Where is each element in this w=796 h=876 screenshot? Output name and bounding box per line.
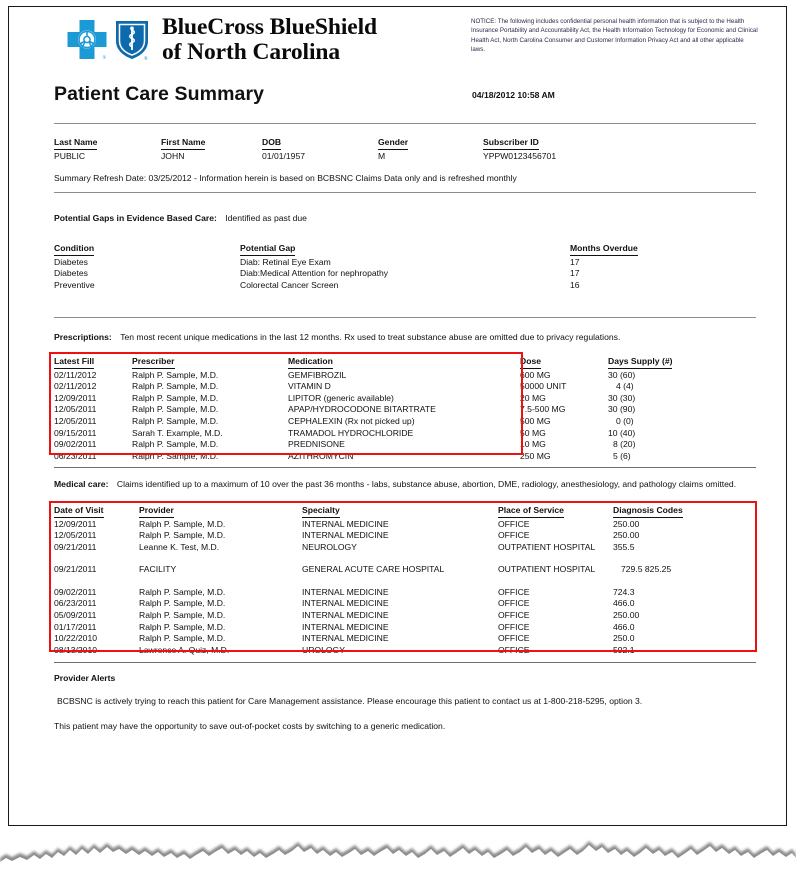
rx-prescriber: Ralph P. Sample, M.D.: [132, 381, 219, 392]
prescriptions-section-label: Prescriptions:: [54, 331, 112, 342]
table-row: [54, 542, 683, 554]
visit-specialty: INTERNAL MEDICINE: [302, 598, 389, 609]
medical-care-header-row: [54, 505, 683, 519]
visit-header-date: Date of Visit: [54, 505, 104, 518]
rx-header-dose: Dose: [520, 356, 541, 369]
gaps-section: [9, 193, 786, 292]
table-row: [54, 404, 672, 416]
patient-header-row: [54, 137, 556, 151]
rx-header-days-supply: Days Supply (#): [608, 356, 672, 369]
prescriptions-heading: [54, 330, 744, 345]
visit-date: 09/21/2011: [54, 564, 97, 575]
visit-provider: Leanne K. Test, M.D.: [139, 541, 220, 552]
rx-days-supply: 30 (60): [608, 369, 636, 380]
visit-diagnosis-codes: 355.5: [613, 541, 635, 552]
rx-prescriber: Ralph P. Sample, M.D.: [132, 416, 219, 427]
patient-header-gender: Gender: [378, 137, 408, 150]
table-row: [54, 416, 672, 428]
provider-alerts-title: Provider Alerts: [54, 673, 116, 684]
rx-dose: 50000 UNIT: [520, 381, 567, 392]
patient-header-subscriber-id: Subscriber ID: [483, 137, 539, 150]
visit-diagnosis-codes: 729.5 825.25: [621, 564, 672, 575]
brand-line-2: of North Carolina: [162, 39, 341, 66]
visit-specialty: INTERNAL MEDICINE: [302, 518, 389, 529]
patient-header-dob: DOB: [262, 137, 281, 150]
table-row: [54, 610, 683, 622]
visit-place-of-service: OFFICE: [498, 633, 530, 644]
table-row: [54, 393, 672, 405]
visit-date: 12/09/2011: [54, 518, 97, 529]
gaps-heading: [54, 211, 756, 226]
rx-medication: VITAMIN D: [288, 381, 331, 392]
patient-first-name: JOHN: [161, 150, 185, 161]
visit-date: 08/13/2010: [54, 644, 98, 655]
visit-date: 06/23/2011: [54, 598, 97, 609]
generated-timestamp: 04/18/2012 10:58 AM: [472, 90, 555, 100]
visit-specialty: INTERNAL MEDICINE: [302, 610, 389, 621]
table-row: [54, 519, 683, 531]
rx-medication: TRAMADOL HYDROCHLORIDE: [288, 427, 414, 438]
table-row: [54, 428, 672, 440]
patient-dob: 01/01/1957: [262, 150, 306, 161]
gap-description: Diab:Medical Attention for nephropathy: [240, 268, 389, 279]
rx-dose: 20 MG: [520, 392, 546, 403]
document-header: [9, 7, 786, 79]
rx-medication: AZITHROMYCIN: [288, 450, 354, 461]
gaps-header-potential-gap: Potential Gap: [240, 243, 295, 256]
visit-place-of-service: OFFICE: [498, 621, 530, 632]
visit-header-diagnosis-codes: Diagnosis Codes: [613, 505, 683, 518]
visit-place-of-service: OFFICE: [498, 586, 530, 597]
medical-care-section-note: Claims identified up to a maximum of 10 over the past 36 months - labs, substance abuse, abortion, DME, radiology, anesthesiology, and pathology claims omitted.: [116, 479, 737, 490]
visit-place-of-service: OUTPATIENT HOSPITAL: [498, 541, 596, 552]
prescriptions-table: [54, 356, 672, 462]
table-row: [54, 280, 638, 292]
rx-latest-fill: 02/11/2012: [54, 381, 97, 392]
visit-provider: Ralph P. Sample, M.D.: [139, 633, 226, 644]
svg-text:®: ®: [102, 56, 107, 62]
bcbsnc-logo: [66, 15, 377, 66]
rx-prescriber: Ralph P. Sample, M.D.: [132, 439, 219, 450]
visit-diagnosis-codes: 250.0: [613, 633, 635, 644]
rx-days-supply: 10 (40): [608, 427, 636, 438]
patient-value-row: [54, 151, 556, 163]
title-row: [9, 83, 786, 119]
table-row: [54, 370, 672, 382]
gaps-header-condition: Condition: [54, 243, 94, 256]
visit-place-of-service: OFFICE: [498, 530, 530, 541]
visit-provider: Ralph P. Sample, M.D.: [139, 586, 226, 597]
rx-latest-fill: 12/05/2011: [54, 404, 97, 415]
rx-medication: APAP/HYDROCODONE BITARTRATE: [288, 404, 436, 415]
blue-shield-icon: [113, 18, 151, 62]
visit-specialty: INTERNAL MEDICINE: [302, 586, 389, 597]
visit-date: 01/17/2011: [54, 621, 97, 632]
rx-header-prescriber: Prescriber: [132, 356, 175, 369]
rx-latest-fill: 09/15/2011: [54, 427, 97, 438]
table-row: [54, 381, 672, 393]
rx-prescriber: Ralph P. Sample, M.D.: [132, 404, 219, 415]
rx-medication: CEPHALEXIN (Rx not picked up): [288, 416, 415, 427]
torn-paper-edge: [0, 824, 796, 876]
gap-condition: Preventive: [54, 279, 95, 290]
visit-header-place-of-service: Place of Service: [498, 505, 564, 518]
rx-days-supply: 4 (4): [616, 381, 634, 392]
visit-header-provider: Provider: [139, 505, 174, 518]
rx-medication: PREDNISONE: [288, 439, 345, 450]
rx-dose: 250 MG: [520, 450, 551, 461]
provider-alert-generic-savings: This patient may have the opportunity to save out-of-pocket costs by switching to a generic medication.: [54, 721, 446, 732]
blue-cross-icon: [66, 19, 108, 61]
gap-months-overdue: 17: [570, 256, 580, 267]
table-row: [54, 451, 672, 463]
rx-dose: 10 MG: [520, 439, 546, 450]
medical-care-table-wrap: [54, 505, 756, 657]
gap-months-overdue: 17: [570, 268, 580, 279]
table-row: [54, 257, 638, 269]
patient-gender: M: [378, 150, 386, 161]
visit-place-of-service: OFFICE: [498, 518, 530, 529]
visit-place-of-service: OFFICE: [498, 644, 530, 655]
rx-header-latest-fill: Latest Fill: [54, 356, 94, 369]
visit-specialty: INTERNAL MEDICINE: [302, 633, 389, 644]
visit-diagnosis-codes: 592.1: [613, 644, 635, 655]
rx-dose: 7.5-500 MG: [520, 404, 566, 415]
privacy-notice-text: NOTICE: The following includes confidential personal health information that is subject to the Health Insurance Portability and Accountability Act, the Health Information Technology for Economic and Clinical Health Act, North Carolina Consumer and Customer Information Privacy Act and all other applicable laws.: [471, 18, 758, 53]
visit-provider: Ralph P. Sample, M.D.: [139, 530, 226, 541]
visit-diagnosis-codes: 466.0: [613, 598, 635, 609]
gap-months-overdue: 16: [570, 279, 580, 290]
patient-last-name: PUBLIC: [54, 150, 86, 161]
rx-prescriber: Sarah T. Example, M.D.: [132, 427, 223, 438]
rx-medication: LIPITOR (generic available): [288, 392, 394, 403]
visit-provider: Lawrence A. Quiz, M.D.: [139, 644, 230, 655]
patient-info-section: [9, 124, 786, 186]
gaps-section-sub: Identified as past due: [225, 212, 307, 223]
visit-provider: Ralph P. Sample, M.D.: [139, 621, 226, 632]
brand-line-1: BlueCross BlueShield: [162, 14, 377, 40]
gap-description: Colorectal Cancer Screen: [240, 279, 339, 290]
visit-specialty: NEUROLOGY: [302, 541, 357, 552]
rx-latest-fill: 06/23/2011: [54, 450, 97, 461]
rx-days-supply: 30 (90): [608, 404, 636, 415]
medical-care-section: [9, 468, 786, 656]
prescriptions-table-wrap: [54, 356, 756, 462]
visit-date: 09/21/2011: [54, 541, 97, 552]
provider-alert-care-management: BCBSNC is actively trying to reach this patient for Care Management assistance. Please encourage this patient to contact us at 1-800-218-5295, option 3.: [57, 695, 643, 706]
gaps-header-months-overdue: Months Overdue: [570, 243, 638, 256]
visit-diagnosis-codes: 466.0: [613, 621, 635, 632]
gaps-header-row: [54, 243, 638, 257]
table-row: [54, 645, 683, 657]
rx-latest-fill: 02/11/2012: [54, 369, 97, 380]
rx-dose: 500 MG: [520, 416, 551, 427]
rx-days-supply: 0 (0): [616, 416, 634, 427]
rx-latest-fill: 12/09/2011: [54, 392, 97, 403]
visit-specialty: INTERNAL MEDICINE: [302, 530, 389, 541]
prescriptions-section: [9, 318, 786, 463]
visit-place-of-service: OFFICE: [498, 610, 530, 621]
document-sheet: [9, 7, 786, 825]
rx-days-supply: 5 (6): [613, 450, 631, 461]
gap-condition: Diabetes: [54, 256, 88, 267]
rx-days-supply: 8 (20): [613, 439, 636, 450]
rx-prescriber: Ralph P. Sample, M.D.: [132, 392, 219, 403]
visit-date: 10/22/2010: [54, 633, 98, 644]
rx-header-medication: Medication: [288, 356, 333, 369]
prescriptions-header-row: [54, 356, 672, 370]
rx-prescriber: Ralph P. Sample, M.D.: [132, 369, 219, 380]
table-row: [54, 633, 683, 645]
visit-place-of-service: OUTPATIENT HOSPITAL: [498, 564, 596, 575]
patient-header-last-name: Last Name: [54, 137, 97, 150]
visit-specialty: GENERAL ACUTE CARE HOSPITAL: [302, 564, 445, 575]
visit-header-specialty: Specialty: [302, 505, 340, 518]
visit-diagnosis-codes: 724.3: [613, 586, 635, 597]
provider-alerts-section: [9, 663, 786, 734]
brand-wordmark: [162, 15, 377, 66]
visit-place-of-service: OFFICE: [498, 598, 530, 609]
visit-provider: FACILITY: [139, 564, 177, 575]
patient-subscriber-id: YPPW0123456701: [483, 150, 557, 161]
visit-provider: Ralph P. Sample, M.D.: [139, 598, 226, 609]
visit-diagnosis-codes: 250.00: [613, 530, 640, 541]
visit-date: 05/09/2011: [54, 610, 97, 621]
table-row: [54, 439, 672, 451]
table-row: [54, 576, 683, 599]
medical-care-heading: [54, 477, 754, 492]
refresh-date-note: Summary Refresh Date: 03/25/2012 - Information herein is based on BCBSNC Claims Data only and is refreshed monthly: [54, 173, 517, 184]
table-row: [54, 530, 683, 542]
rx-prescriber: Ralph P. Sample, M.D.: [132, 450, 219, 461]
rx-days-supply: 30 (30): [608, 392, 636, 403]
rx-latest-fill: 09/02/2011: [54, 439, 97, 450]
rx-dose: 600 MG: [520, 369, 551, 380]
visit-provider: Ralph P. Sample, M.D.: [139, 518, 226, 529]
patient-info-table: [54, 137, 556, 162]
table-row: [54, 598, 683, 610]
table-row: [54, 553, 683, 576]
svg-text:®: ®: [144, 57, 148, 63]
rx-dose: 50 MG: [520, 427, 546, 438]
patient-header-first-name: First Name: [161, 137, 205, 150]
rx-latest-fill: 12/05/2011: [54, 416, 97, 427]
gaps-table: [54, 243, 638, 291]
page-title: Patient Care Summary: [54, 83, 265, 105]
rx-medication: GEMFIBROZIL: [288, 369, 347, 380]
visit-specialty: UROLOGY: [302, 644, 345, 655]
medical-care-section-label: Medical care:: [54, 479, 109, 490]
visit-diagnosis-codes: 250.00: [613, 610, 640, 621]
gap-condition: Diabetes: [54, 268, 88, 279]
logo-marks: [66, 18, 151, 62]
visit-date: 12/05/2011: [54, 530, 97, 541]
table-row: [54, 268, 638, 280]
prescriptions-section-note: Ten most recent unique medications in the last 12 months. Rx used to treat substance abuse are omitted due to privacy regulations.: [120, 331, 621, 342]
visit-diagnosis-codes: 250.00: [613, 518, 640, 529]
visit-specialty: INTERNAL MEDICINE: [302, 621, 389, 632]
visit-provider: Ralph P. Sample, M.D.: [139, 610, 226, 621]
gaps-section-label: Potential Gaps in Evidence Based Care:: [54, 212, 217, 223]
gap-description: Diab: Retinal Eye Exam: [240, 256, 331, 267]
medical-care-table: [54, 505, 683, 657]
visit-date: 09/02/2011: [54, 586, 97, 597]
table-row: [54, 622, 683, 634]
